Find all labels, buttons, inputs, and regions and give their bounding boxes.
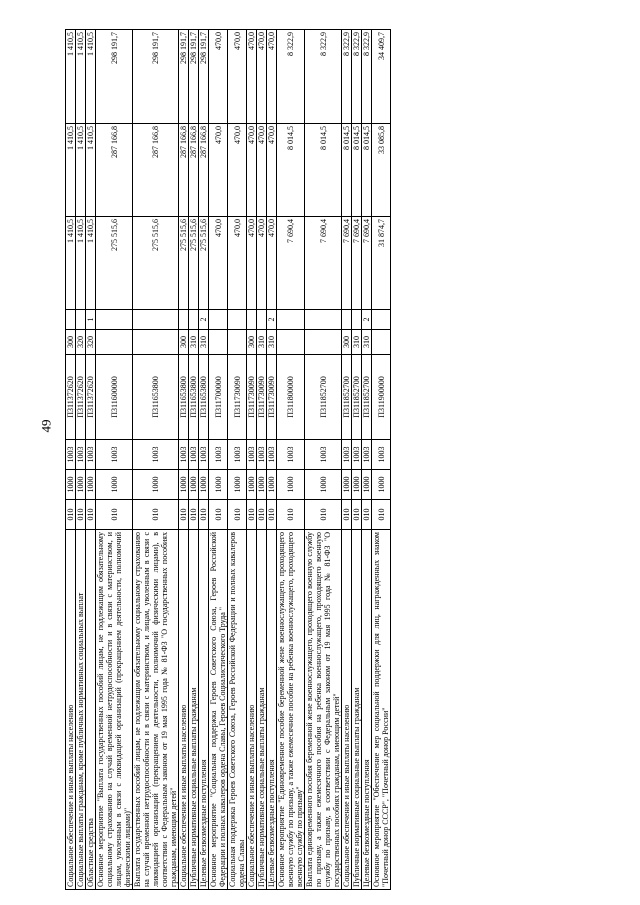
amount-year3-cell: 8 322,9: [342, 30, 352, 124]
target-article-cell: П311372620: [86, 355, 96, 440]
expense-type-cell: 310: [189, 330, 199, 355]
amount-year2-cell: 287 166,8: [189, 124, 199, 217]
glava-cell: 010: [362, 500, 372, 530]
amount-year2-cell: 287 166,8: [199, 124, 209, 217]
amount-year1-cell: 275 515,6: [96, 217, 133, 310]
podrazdel-cell: 1003: [66, 440, 76, 470]
amount-year3-cell: 298 191,7: [96, 30, 133, 124]
target-article-cell: П311852700: [362, 355, 372, 440]
row-name-cell: Социальное обеспечение и иные выплаты населению: [247, 530, 257, 890]
razdel-cell: 1000: [76, 470, 86, 500]
razdel-cell: 1000: [372, 470, 391, 500]
amount-year1-cell: 470,0: [257, 217, 267, 310]
amount-year1-cell: 275 515,6: [133, 217, 179, 310]
amount-year3-cell: 470,0: [228, 30, 247, 124]
funding-source-cell: 2: [267, 310, 277, 330]
razdel-cell: 1000: [96, 470, 133, 500]
glava-cell: 010: [76, 500, 86, 530]
funding-source-cell: [277, 310, 305, 330]
expense-type-cell: 310: [199, 330, 209, 355]
row-name-cell: Публичные нормативные социальные выплаты гражданам: [257, 530, 267, 890]
razdel-cell: 1000: [342, 470, 352, 500]
podrazdel-cell: 1003: [257, 440, 267, 470]
amount-year2-cell: 1 410,5: [66, 124, 76, 217]
table-row: [209, 30, 228, 890]
amount-year3-cell: 298 191,7: [189, 30, 199, 124]
table-row: [267, 30, 277, 890]
podrazdel-cell: 1003: [362, 440, 372, 470]
funding-source-cell: [257, 310, 267, 330]
funding-source-cell: [76, 310, 86, 330]
target-article-cell: П311730090: [247, 355, 257, 440]
glava-cell: 010: [277, 500, 305, 530]
amount-year1-cell: 7 690,4: [277, 217, 305, 310]
budget-table: [65, 29, 391, 890]
row-name-cell: Социальные выплаты гражданам, кроме публичных нормативных социальных выплат: [76, 530, 86, 890]
amount-year1-cell: 275 515,6: [179, 217, 189, 310]
target-article-cell: П311730090: [257, 355, 267, 440]
razdel-cell: 1000: [66, 470, 76, 500]
amount-year2-cell: 287 166,8: [179, 124, 189, 217]
table-row: [133, 30, 179, 890]
amount-year1-cell: 470,0: [228, 217, 247, 310]
glava-cell: 010: [133, 500, 179, 530]
funding-source-cell: [247, 310, 257, 330]
amount-year1-cell: 1 410,5: [76, 217, 86, 310]
row-name-cell: Целевые безвозмездные поступления: [199, 530, 209, 890]
amount-year2-cell: 8 014,5: [362, 124, 372, 217]
razdel-cell: 1000: [189, 470, 199, 500]
podrazdel-cell: 1003: [199, 440, 209, 470]
podrazdel-cell: 1003: [372, 440, 391, 470]
funding-source-cell: [305, 310, 342, 330]
razdel-cell: 1000: [209, 470, 228, 500]
funding-source-cell: 1: [86, 310, 96, 330]
row-name-cell: Социальное обеспечение и иные выплаты населению: [179, 530, 189, 890]
row-name-cell: Публичные нормативные социальные выплаты гражданам: [189, 530, 199, 890]
expense-type-cell: [133, 330, 179, 355]
amount-year3-cell: 470,0: [247, 30, 257, 124]
podrazdel-cell: 1003: [228, 440, 247, 470]
amount-year1-cell: 470,0: [267, 217, 277, 310]
page-number: 49: [38, 419, 54, 433]
table-row: [179, 30, 189, 890]
funding-source-cell: [189, 310, 199, 330]
podrazdel-cell: 1003: [247, 440, 257, 470]
expense-type-cell: 310: [257, 330, 267, 355]
expense-type-cell: [209, 330, 228, 355]
glava-cell: 010: [189, 500, 199, 530]
amount-year3-cell: 8 322,9: [362, 30, 372, 124]
funding-source-cell: [179, 310, 189, 330]
row-name-cell: Областные средства: [86, 530, 96, 890]
podrazdel-cell: 1003: [209, 440, 228, 470]
table-row: [66, 30, 76, 890]
amount-year1-cell: 7 690,4: [342, 217, 352, 310]
amount-year2-cell: 470,0: [267, 124, 277, 217]
podrazdel-cell: 1003: [96, 440, 133, 470]
amount-year1-cell: 7 690,4: [305, 217, 342, 310]
rotated-page-content: [65, 30, 585, 890]
glava-cell: 010: [342, 500, 352, 530]
razdel-cell: 1000: [277, 470, 305, 500]
razdel-cell: 1000: [179, 470, 189, 500]
podrazdel-cell: 1003: [342, 440, 352, 470]
funding-source-cell: [228, 310, 247, 330]
razdel-cell: 1000: [199, 470, 209, 500]
glava-cell: 010: [228, 500, 247, 530]
row-name-cell: Выплата государственных пособий лицам, не подлежащим обязательному социальному страхованию на случай временной нетрудоспособности и в связи с материнством, и лицам, уволенным в связи с ликвидацией организаций (прекращением деятельности, полномочий физическими лицами), в соответствии с Федеральным законом от 19 мая 1995 года № 81-ФЗ "О государственных пособиях гражданам, имеющим детей": [133, 530, 179, 890]
amount-year2-cell: 8 014,5: [305, 124, 342, 217]
podrazdel-cell: 1003: [179, 440, 189, 470]
table-row: [76, 30, 86, 890]
amount-year2-cell: 287 166,8: [133, 124, 179, 217]
podrazdel-cell: 1003: [277, 440, 305, 470]
expense-type-cell: 310: [267, 330, 277, 355]
amount-year3-cell: 470,0: [209, 30, 228, 124]
target-article-cell: П311730090: [228, 355, 247, 440]
glava-cell: 010: [372, 500, 391, 530]
amount-year3-cell: 470,0: [257, 30, 267, 124]
expense-type-cell: 310: [352, 330, 362, 355]
expense-type-cell: [277, 330, 305, 355]
target-article-cell: П311653800: [133, 355, 179, 440]
expense-type-cell: 310: [362, 330, 372, 355]
glava-cell: 010: [66, 500, 76, 530]
amount-year3-cell: 298 191,7: [199, 30, 209, 124]
razdel-cell: 1000: [267, 470, 277, 500]
podrazdel-cell: 1003: [133, 440, 179, 470]
table-body: [66, 30, 391, 890]
razdel-cell: 1000: [362, 470, 372, 500]
table-row: [199, 30, 209, 890]
funding-source-cell: [66, 310, 76, 330]
amount-year1-cell: 470,0: [209, 217, 228, 310]
expense-type-cell: 300: [342, 330, 352, 355]
amount-year3-cell: 8 322,9: [352, 30, 362, 124]
table-row: [86, 30, 96, 890]
funding-source-cell: [342, 310, 352, 330]
glava-cell: 010: [86, 500, 96, 530]
row-name-cell: Целевые безвозмездные поступления: [362, 530, 372, 890]
razdel-cell: 1000: [257, 470, 267, 500]
amount-year3-cell: 8 322,9: [277, 30, 305, 124]
razdel-cell: 1000: [305, 470, 342, 500]
amount-year3-cell: 298 191,7: [179, 30, 189, 124]
razdel-cell: 1000: [133, 470, 179, 500]
expense-type-cell: 300: [179, 330, 189, 355]
razdel-cell: 1000: [228, 470, 247, 500]
expense-type-cell: 320: [76, 330, 86, 355]
amount-year2-cell: 8 014,5: [352, 124, 362, 217]
table-row: [189, 30, 199, 890]
row-name-cell: Социальная поддержка Героев Советского Союза, Героев Российской Федерации и полных кавалеров ордена Славы: [228, 530, 247, 890]
glava-cell: 010: [199, 500, 209, 530]
amount-year1-cell: 31 874,7: [372, 217, 391, 310]
table-row: [342, 30, 352, 890]
row-name-cell: Публичные нормативные социальные выплаты гражданам: [352, 530, 362, 890]
amount-year1-cell: 7 690,4: [362, 217, 372, 310]
razdel-cell: 1000: [247, 470, 257, 500]
amount-year2-cell: 470,0: [257, 124, 267, 217]
funding-source-cell: [96, 310, 133, 330]
row-name-cell: Целевые безвозмездные поступления: [267, 530, 277, 890]
row-name-cell: Социальное обеспечение и иные выплаты населению: [66, 530, 76, 890]
amount-year3-cell: 298 191,7: [133, 30, 179, 124]
table-row: [257, 30, 267, 890]
target-article-cell: П311852700: [342, 355, 352, 440]
amount-year2-cell: 8 014,5: [342, 124, 352, 217]
target-article-cell: П311653800: [189, 355, 199, 440]
row-name-cell: Основное мероприятие "Выплата государственных пособий лицам, не подлежащим обязательному социальному страхованию на случай временной нетрудоспособности и в связи с материнством, и лицам, уволенным в связи с ликвидацией организаций (прекращением деятельности, полномочий физическими лицами)": [96, 530, 133, 890]
amount-year1-cell: 275 515,6: [189, 217, 199, 310]
target-article-cell: П311852700: [352, 355, 362, 440]
amount-year3-cell: 1 410,5: [86, 30, 96, 124]
amount-year2-cell: 287 166,8: [96, 124, 133, 217]
glava-cell: 010: [267, 500, 277, 530]
row-name-cell: Социальное обеспечение и иные выплаты населению: [342, 530, 352, 890]
amount-year3-cell: 1 410,5: [66, 30, 76, 124]
target-article-cell: П311800000: [277, 355, 305, 440]
target-article-cell: П311653800: [179, 355, 189, 440]
table-row: [228, 30, 247, 890]
glava-cell: 010: [247, 500, 257, 530]
funding-source-cell: [209, 310, 228, 330]
target-article-cell: П311372620: [66, 355, 76, 440]
row-name-cell: Основное мероприятие "Обеспечение мер социальной поддержки для лиц, награжденных знаком "Почетный донор СССР", "Почетный донор России": [372, 530, 391, 890]
row-name-cell: Основное мероприятие "Единовременное пособие беременной жене военнослужащего, проходящего военную службу по призыву, а также ежемесячное пособие на ребенка военнослужащего, проходящего военную службу по призыву": [277, 530, 305, 890]
funding-source-cell: 2: [362, 310, 372, 330]
glava-cell: 010: [96, 500, 133, 530]
target-article-cell: П311700000: [209, 355, 228, 440]
row-name-cell: Выплата единовременного пособия беременной жене военнослужащего, проходящего военную службу по призыву, а также ежемесячного пособия на ребенка военнослужащего, проходящего военную службу по призыву, в соответствии с Федеральным законом от 19 мая 1995 года № 81-ФЗ "О государственных пособиях гражданам, имеющим детей": [305, 530, 342, 890]
amount-year2-cell: 470,0: [247, 124, 257, 217]
funding-source-cell: [352, 310, 362, 330]
table-row: [305, 30, 342, 890]
glava-cell: 010: [179, 500, 189, 530]
row-name-cell: Основное мероприятие "Социальная поддержка Героев Советского Союза, Героев Российской Федерации и полных кавалеров ордена Славы, Героев Социалистического Труда ": [209, 530, 228, 890]
amount-year2-cell: 8 014,5: [277, 124, 305, 217]
amount-year2-cell: 33 085,8: [372, 124, 391, 217]
glava-cell: 010: [209, 500, 228, 530]
amount-year3-cell: 8 322,9: [305, 30, 342, 124]
table-row: [372, 30, 391, 890]
expense-type-cell: [96, 330, 133, 355]
amount-year1-cell: 470,0: [247, 217, 257, 310]
target-article-cell: П311372620: [76, 355, 86, 440]
amount-year1-cell: 1 410,5: [86, 217, 96, 310]
razdel-cell: 1000: [352, 470, 362, 500]
funding-source-cell: 2: [199, 310, 209, 330]
glava-cell: 010: [257, 500, 267, 530]
target-article-cell: П311730090: [267, 355, 277, 440]
expense-type-cell: [305, 330, 342, 355]
table-row: [247, 30, 257, 890]
amount-year2-cell: 470,0: [228, 124, 247, 217]
amount-year1-cell: 275 515,6: [199, 217, 209, 310]
table-row: [96, 30, 133, 890]
amount-year2-cell: 1 410,5: [76, 124, 86, 217]
podrazdel-cell: 1003: [305, 440, 342, 470]
amount-year1-cell: 7 690,4: [352, 217, 362, 310]
target-article-cell: П311900000: [372, 355, 391, 440]
expense-type-cell: 300: [66, 330, 76, 355]
razdel-cell: 1000: [86, 470, 96, 500]
podrazdel-cell: 1003: [352, 440, 362, 470]
amount-year1-cell: 1 410,5: [66, 217, 76, 310]
target-article-cell: П311653800: [199, 355, 209, 440]
target-article-cell: П311600000: [96, 355, 133, 440]
amount-year3-cell: 470,0: [267, 30, 277, 124]
amount-year3-cell: 34 409,7: [372, 30, 391, 124]
table-row: [352, 30, 362, 890]
podrazdel-cell: 1003: [267, 440, 277, 470]
amount-year2-cell: 470,0: [209, 124, 228, 217]
table-row: [277, 30, 305, 890]
amount-year3-cell: 1 410,5: [76, 30, 86, 124]
expense-type-cell: 300: [247, 330, 257, 355]
podrazdel-cell: 1003: [86, 440, 96, 470]
target-article-cell: П311852700: [305, 355, 342, 440]
amount-year2-cell: 1 410,5: [86, 124, 96, 217]
glava-cell: 010: [305, 500, 342, 530]
podrazdel-cell: 1003: [76, 440, 86, 470]
funding-source-cell: [372, 310, 391, 330]
table-row: [362, 30, 372, 890]
expense-type-cell: [372, 330, 391, 355]
glava-cell: 010: [352, 500, 362, 530]
expense-type-cell: 320: [86, 330, 96, 355]
podrazdel-cell: 1003: [189, 440, 199, 470]
expense-type-cell: [228, 330, 247, 355]
funding-source-cell: [133, 310, 179, 330]
